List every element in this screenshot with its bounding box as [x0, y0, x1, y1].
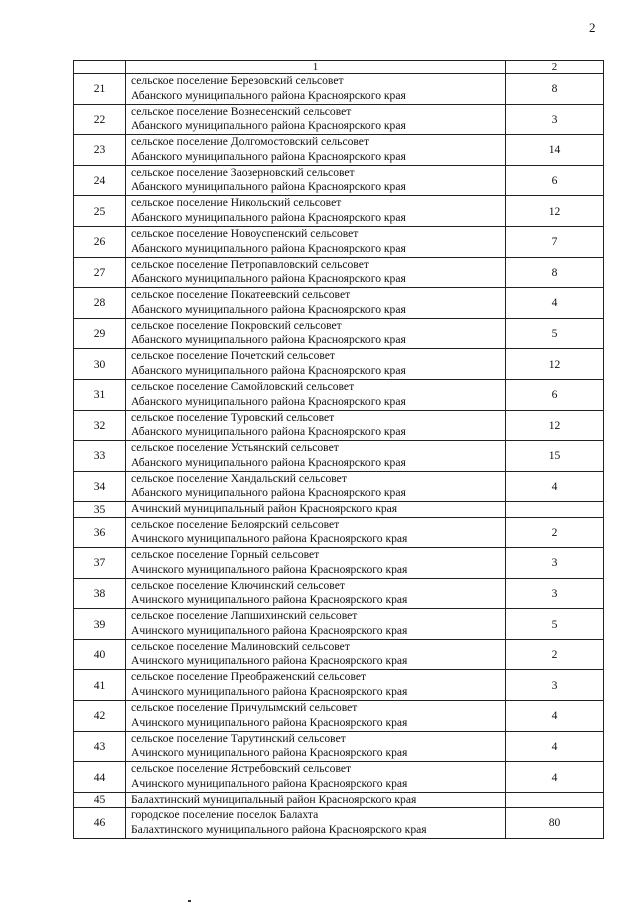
table-row — [74, 196, 604, 227]
name-line: сельское поселение Самойловский сельсовет — [131, 379, 355, 393]
table-row — [74, 257, 604, 288]
value-cell: 2 — [506, 639, 604, 670]
table-row — [74, 548, 604, 579]
table-row — [74, 639, 604, 670]
municipality-name-cell — [126, 410, 506, 441]
municipality-name-cell — [126, 701, 506, 732]
name-line: Ачинского муниципального района Красноярского края — [131, 593, 408, 607]
name-line: Абанского муниципального района Красноярского края — [131, 119, 406, 133]
row-number-cell: 43 — [74, 731, 126, 762]
row-number-cell: 26 — [74, 226, 126, 257]
row-number-cell: 23 — [74, 135, 126, 166]
name-line: сельское поселение Березовский сельсовет — [131, 74, 344, 87]
table-row — [74, 471, 604, 502]
value-cell: 3 — [506, 104, 604, 135]
name-line: сельское поселение Хандальский сельсовет — [131, 471, 347, 485]
row-number-cell: 21 — [74, 74, 126, 105]
name-line: Абанского муниципального района Красноярского края — [131, 425, 406, 439]
row-number-cell: 29 — [74, 318, 126, 349]
row-number-cell: 35 — [74, 502, 126, 517]
name-line: Ачинского муниципального района Красноярского края — [131, 685, 408, 699]
municipality-name-cell — [126, 318, 506, 349]
table-row — [74, 165, 604, 196]
row-number-cell: 42 — [74, 701, 126, 732]
value-cell: 12 — [506, 410, 604, 441]
value-cell: 4 — [506, 288, 604, 319]
value-cell: 4 — [506, 731, 604, 762]
value-cell: 14 — [506, 135, 604, 166]
name-line: сельское поселение Малиновский сельсовет — [131, 639, 350, 653]
value-cell — [506, 792, 604, 807]
table-row — [74, 74, 604, 105]
name-line: сельское поселение Петропавловский сельсовет — [131, 257, 369, 271]
table-row — [74, 288, 604, 319]
name-line: Абанского муниципального района Красноярского края — [131, 394, 406, 408]
row-number-cell: 34 — [74, 471, 126, 502]
table-row — [74, 578, 604, 609]
table-row — [74, 609, 604, 640]
name-line: сельское поселение Тарутинский сельсовет — [131, 731, 346, 745]
name-line: сельское поселение Горный сельсовет — [131, 548, 320, 562]
name-line: сельское поселение Покровский сельсовет — [131, 318, 342, 332]
value-cell: 8 — [506, 257, 604, 288]
table-row — [74, 502, 604, 517]
row-number-cell: 39 — [74, 609, 126, 640]
row-number-cell: 44 — [74, 762, 126, 793]
name-line: сельское поселение Белоярский сельсовет — [131, 517, 340, 531]
table-row — [74, 762, 604, 793]
value-cell: 5 — [506, 609, 604, 640]
table-row — [74, 808, 604, 839]
municipality-name-cell — [126, 762, 506, 793]
page-number: 2 — [589, 20, 596, 35]
value-cell: 4 — [506, 762, 604, 793]
municipality-name-cell — [126, 226, 506, 257]
municipality-name-cell — [126, 808, 506, 839]
name-line: Абанского муниципального района Красноярского края — [131, 302, 406, 316]
table-row — [74, 701, 604, 732]
header-cell-name: 1 — [126, 61, 506, 74]
name-line: Абанского муниципального района Красноярского края — [131, 88, 406, 102]
table-row — [74, 226, 604, 257]
name-line: Абанского муниципального района Красноярского края — [131, 210, 406, 224]
municipality-name-cell — [126, 792, 506, 807]
name-line: Балахтинский муниципальный район Красноярского края — [131, 792, 417, 806]
municipality-name-cell — [126, 196, 506, 227]
municipality-name-cell — [126, 670, 506, 701]
row-number-cell: 22 — [74, 104, 126, 135]
municipality-name-cell — [126, 609, 506, 640]
name-line: сельское поселение Ключинский сельсовет — [131, 578, 345, 592]
value-cell: 6 — [506, 165, 604, 196]
row-number-cell: 37 — [74, 548, 126, 579]
name-line: Ачинского муниципального района Красноярского края — [131, 776, 408, 790]
municipality-name-cell — [126, 441, 506, 472]
name-line: Ачинского муниципального района Красноярского края — [131, 715, 408, 729]
table-row — [74, 104, 604, 135]
municipality-name-cell — [126, 639, 506, 670]
value-cell: 80 — [506, 808, 604, 839]
scan-mark — [188, 900, 191, 902]
municipality-name-cell — [126, 379, 506, 410]
row-number-cell: 31 — [74, 379, 126, 410]
name-line: сельское поселение Почетский сельсовет — [131, 349, 335, 363]
name-line: сельское поселение Причулымский сельсовет — [131, 701, 358, 715]
name-line: Ачинский муниципальный район Красноярского края — [131, 502, 398, 516]
value-cell: 12 — [506, 196, 604, 227]
name-line: сельское поселение Вознесенский сельсовет — [131, 104, 352, 118]
municipality-name-cell — [126, 517, 506, 548]
table-row — [74, 410, 604, 441]
table-row — [74, 349, 604, 380]
value-cell: 12 — [506, 349, 604, 380]
value-cell — [506, 502, 604, 517]
name-line: Абанского муниципального района Красноярского края — [131, 272, 406, 286]
name-line: сельское поселение Заозерновский сельсовет — [131, 165, 355, 179]
header-cell-value: 2 — [506, 61, 604, 74]
value-cell: 3 — [506, 548, 604, 579]
row-number-cell: 24 — [74, 165, 126, 196]
table-body — [74, 61, 604, 839]
name-line: сельское поселение Преображенский сельсовет — [131, 670, 367, 684]
name-line: Абанского муниципального района Красноярского края — [131, 486, 406, 500]
name-line: Ачинского муниципального района Красноярского края — [131, 562, 408, 576]
row-number-cell: 40 — [74, 639, 126, 670]
name-line: Ачинского муниципального района Красноярского края — [131, 654, 408, 668]
name-line: сельское поселение Долгомостовский сельсовет — [131, 135, 370, 149]
table-header-row — [74, 61, 604, 74]
name-line: Абанского муниципального района Красноярского края — [131, 333, 406, 347]
table-row — [74, 731, 604, 762]
value-cell: 3 — [506, 670, 604, 701]
municipality-name-cell — [126, 257, 506, 288]
name-line: сельское поселение Новоуспенский сельсовет — [131, 226, 359, 240]
table-row — [74, 670, 604, 701]
row-number-cell: 45 — [74, 792, 126, 807]
name-line: Балахтинского муниципального района Красноярского края — [131, 822, 427, 836]
name-line: Ачинского муниципального района Красноярского края — [131, 623, 408, 637]
row-number-cell: 28 — [74, 288, 126, 319]
row-number-cell: 25 — [74, 196, 126, 227]
row-number-cell: 36 — [74, 517, 126, 548]
municipality-name-cell — [126, 135, 506, 166]
municipality-name-cell — [126, 349, 506, 380]
municipality-name-cell — [126, 288, 506, 319]
name-line: Ачинского муниципального района Красноярского края — [131, 746, 408, 760]
municipality-name-cell — [126, 104, 506, 135]
municipality-name-cell — [126, 471, 506, 502]
name-line: сельское поселение Никольский сельсовет — [131, 196, 342, 210]
table-row — [74, 517, 604, 548]
municipality-name-cell — [126, 578, 506, 609]
value-cell: 8 — [506, 74, 604, 105]
row-number-cell: 30 — [74, 349, 126, 380]
name-line: сельское поселение Туровский сельсовет — [131, 410, 335, 424]
value-cell: 4 — [506, 471, 604, 502]
name-line: Абанского муниципального района Красноярского края — [131, 180, 406, 194]
name-line: сельское поселение Ястребовский сельсовет — [131, 762, 352, 776]
municipality-name-cell — [126, 502, 506, 517]
table-row — [74, 379, 604, 410]
row-number-cell: 41 — [74, 670, 126, 701]
row-number-cell: 38 — [74, 578, 126, 609]
value-cell: 3 — [506, 578, 604, 609]
municipality-name-cell — [126, 74, 506, 105]
value-cell: 7 — [506, 226, 604, 257]
name-line: сельское поселение Устьянский сельсовет — [131, 441, 339, 455]
table-row — [74, 441, 604, 472]
table-row — [74, 318, 604, 349]
value-cell: 2 — [506, 517, 604, 548]
municipality-name-cell — [126, 548, 506, 579]
header-cell-number — [74, 61, 126, 74]
row-number-cell: 33 — [74, 441, 126, 472]
name-line: Ачинского муниципального района Красноярского края — [131, 532, 408, 546]
name-line: городское поселение поселок Балахта — [131, 808, 319, 822]
name-line: Абанского муниципального района Красноярского края — [131, 149, 406, 163]
municipality-name-cell — [126, 731, 506, 762]
municipality-table — [73, 60, 604, 839]
municipality-name-cell — [126, 165, 506, 196]
value-cell: 6 — [506, 379, 604, 410]
row-number-cell: 46 — [74, 808, 126, 839]
value-cell: 5 — [506, 318, 604, 349]
row-number-cell: 27 — [74, 257, 126, 288]
name-line: сельское поселение Лапшихинский сельсовет — [131, 609, 358, 623]
name-line: Абанского муниципального района Красноярского края — [131, 363, 406, 377]
table-row — [74, 792, 604, 807]
name-line: Абанского муниципального района Красноярского края — [131, 455, 406, 469]
name-line: сельское поселение Покатеевский сельсовет — [131, 288, 351, 302]
value-cell: 15 — [506, 441, 604, 472]
row-number-cell: 32 — [74, 410, 126, 441]
table-row — [74, 135, 604, 166]
value-cell: 4 — [506, 701, 604, 732]
name-line: Абанского муниципального района Красноярского края — [131, 241, 406, 255]
